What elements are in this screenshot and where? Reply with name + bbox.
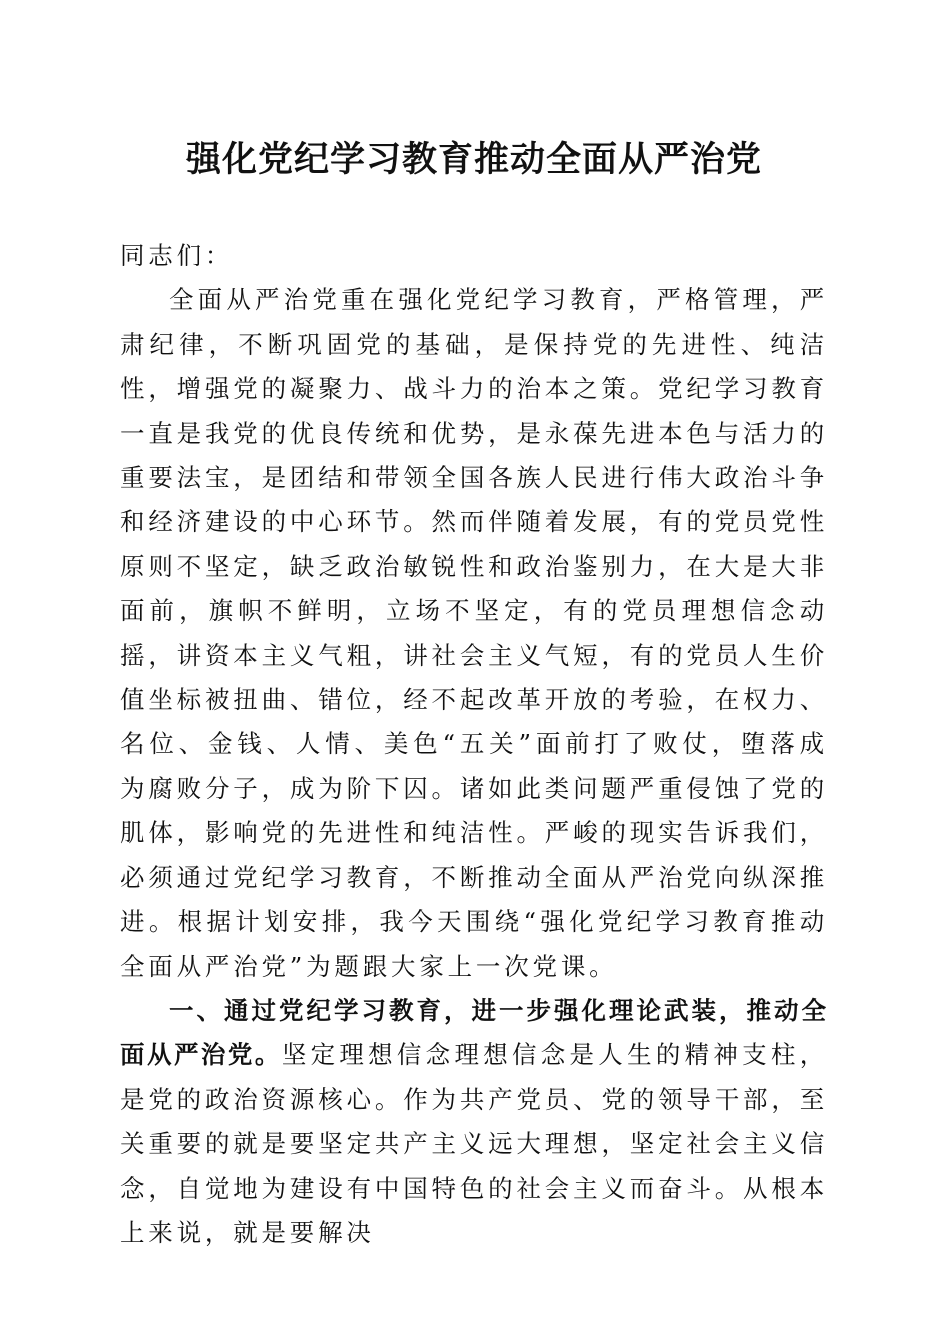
document-title: 强化党纪学习教育推动全面从严治党: [185, 139, 762, 180]
section-1-heading: 一、通过党纪学习教育，进一步强化理论武装，推动全面从严治党。: [120, 995, 828, 1070]
section-1-text: 坚定理想信念理想信念是人生的精神支柱，是党的政治资源核心。作为共产党员、党的领导干部，至关重要的就是要坚定共产主义远大理想，坚定社会主义信念，自觉地为建设有中国特色的社会主义而奋斗。从根本上来说，就是要解决: [120, 1040, 828, 1247]
intro-paragraph: 全面从严治党重在强化党纪学习教育，严格管理，严肃纪律，不断巩固党的基础，是保持党的先进性、纯洁性，增强党的凝聚力、战斗力的治本之策。党纪学习教育一直是我党的优良传统和优势，是永葆先进本色与活力的重要法宝，是团结和带领全国各族人民进行伟大政治斗争和经济建设的中心环节。然而伴随着发展，有的党员党性原则不坚定，缺乏政治敏锐性和政治鉴别力，在大是大非面前，旗帜不鲜明，立场不坚定，有的党员理想信念动摇，讲资本主义气粗，讲社会主义气短，有的党员人生价值坐标被扭曲、错位，经不起改革开放的考验，在权力、名位、金钱、人情、美色“五关”面前打了败仗，堕落成为腐败分子，成为阶下囚。诸如此类问题严重侵蚀了党的肌体，影响党的先进性和纯洁性。严峻的现实告诉我们，必须通过党纪学习教育，不断推动全面从严治党向纵深推进。根据计划安排，我今天围绕“强化党纪学习教育推动全面从严治党”为题跟大家上一次党课。: [120, 285, 828, 981]
section-1-paragraph: [120, 989, 828, 1255]
document-body: [120, 234, 828, 1255]
salutation: 同志们：: [120, 241, 234, 270]
